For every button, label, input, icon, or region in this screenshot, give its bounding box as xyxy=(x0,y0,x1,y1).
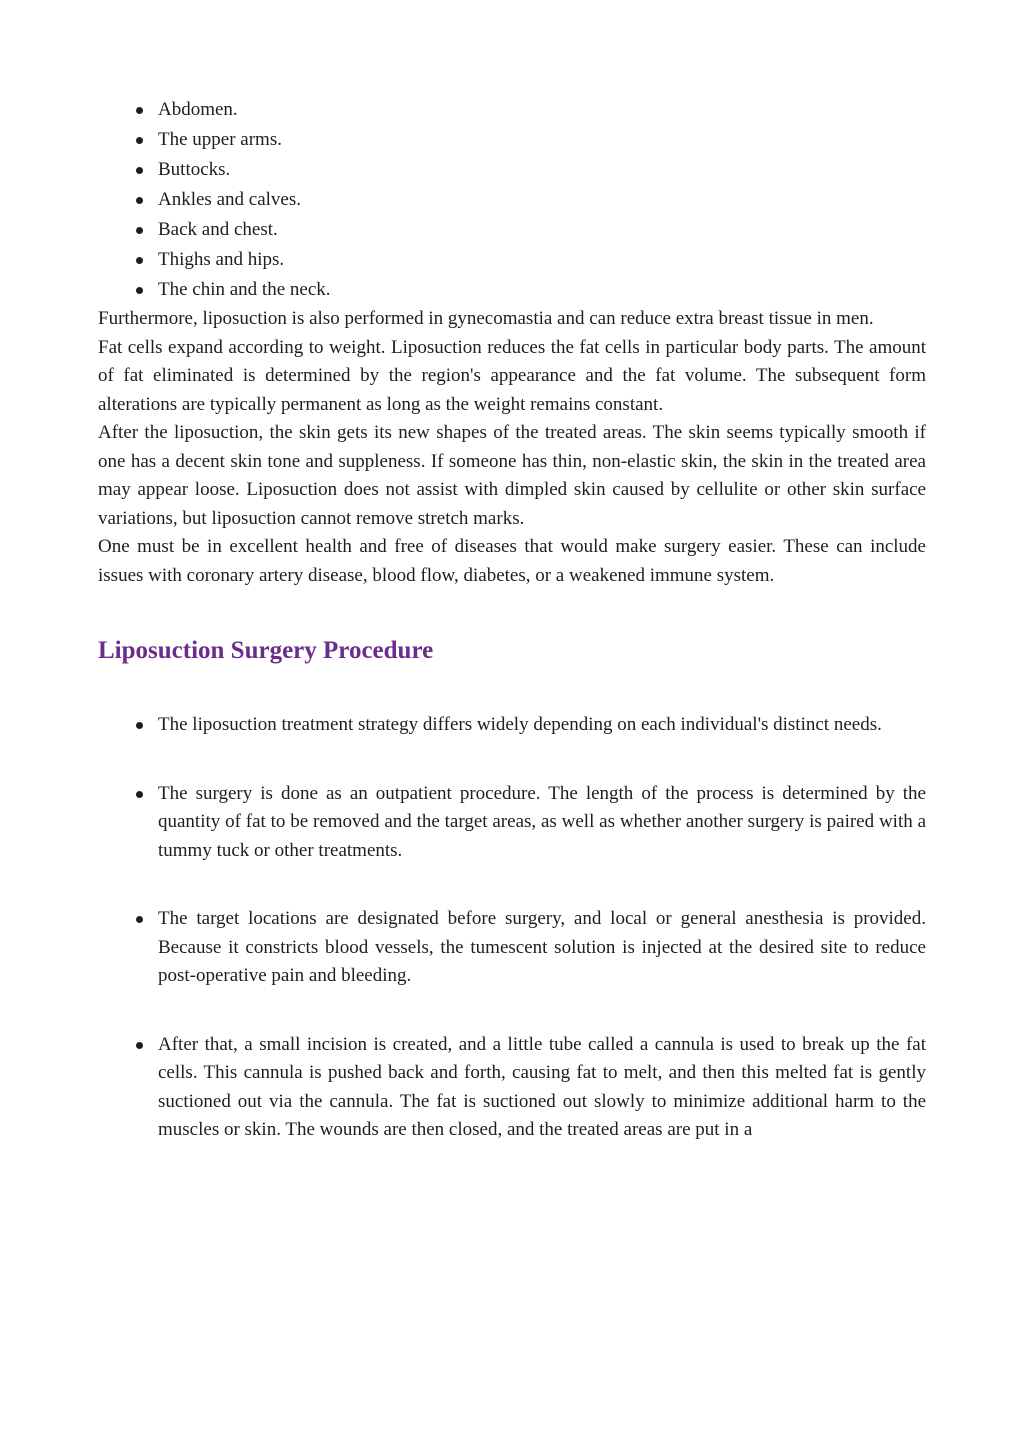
list-item: The liposuction treatment strategy differs widely depending on each individual's distinct needs. xyxy=(98,711,936,740)
paragraph-health: One must be in excellent health and free of diseases that would make surgery easier. These can include issues with coronary artery disease, blood flow, diabetes, or a weakened immune system. xyxy=(98,536,926,586)
bullet-icon xyxy=(136,197,143,204)
list-item: The chin and the neck. xyxy=(98,275,926,305)
list-item: Thighs and hips. xyxy=(98,245,926,275)
procedure-list xyxy=(98,711,926,1145)
bullet-icon xyxy=(136,167,143,174)
paragraph-gynecomastia: Furthermore, liposuction is also performed in gynecomastia and can reduce extra breast tissue in men. xyxy=(98,308,874,329)
list-item: After that, a small incision is created, and a little tube called a cannula is used to break up the fat cells. This cannula is pushed back and forth, causing fat to melt, and then this melted fat is gently suctioned out via the cannula. The fat is suctioned out slowly to minimize additional harm to the muscles or skin. The wounds are then closed, and the treated areas are put in a xyxy=(98,1031,926,1145)
bullet-icon xyxy=(136,1042,143,1049)
list-item: Ankles and calves. xyxy=(98,185,926,215)
list-item: The surgery is done as an outpatient procedure. The length of the process is determined by the quantity of fat to be removed and the target areas, as well as whether another surgery is paired with a tummy tuck or other treatments. xyxy=(98,780,926,866)
document-page xyxy=(98,95,926,1145)
list-item: Abdomen. xyxy=(98,95,926,125)
bullet-icon xyxy=(136,137,143,144)
paragraph-skin: After the liposuction, the skin gets its new shapes of the treated areas. The skin seems typically smooth if one has a decent skin tone and suppleness. If someone has thin, non-elastic skin, the skin in the treated area may appear loose. Liposuction does not assist with dimpled skin caused by cellulite or other skin surface variations, but liposuction cannot remove stretch marks. xyxy=(98,422,926,529)
list-item: The upper arms. xyxy=(98,125,926,155)
bullet-icon xyxy=(136,791,143,798)
bullet-icon xyxy=(136,107,143,114)
bullet-icon xyxy=(136,227,143,234)
list-item: Back and chest. xyxy=(98,215,926,245)
list-item: Buttocks. xyxy=(98,155,926,185)
bullet-icon xyxy=(136,916,143,923)
bullet-icon xyxy=(136,257,143,264)
list-item: The target locations are designated before surgery, and local or general anesthesia is provided. Because it constricts blood vessels, the tumescent solution is injected at the desired site to reduce post-operative pain and bleeding. xyxy=(98,905,926,991)
section-heading: Liposuction Surgery Procedure xyxy=(98,637,434,664)
paragraph-fat-cells: Fat cells expand according to weight. Liposuction reduces the fat cells in particular body parts. The amount of fat eliminated is determined by the region's appearance and the fat volume. The subsequent form alterations are typically permanent as long as the weight remains constant. xyxy=(98,336,926,415)
bullet-icon xyxy=(136,722,143,729)
bullet-icon xyxy=(136,287,143,294)
body-areas-list xyxy=(98,95,926,305)
